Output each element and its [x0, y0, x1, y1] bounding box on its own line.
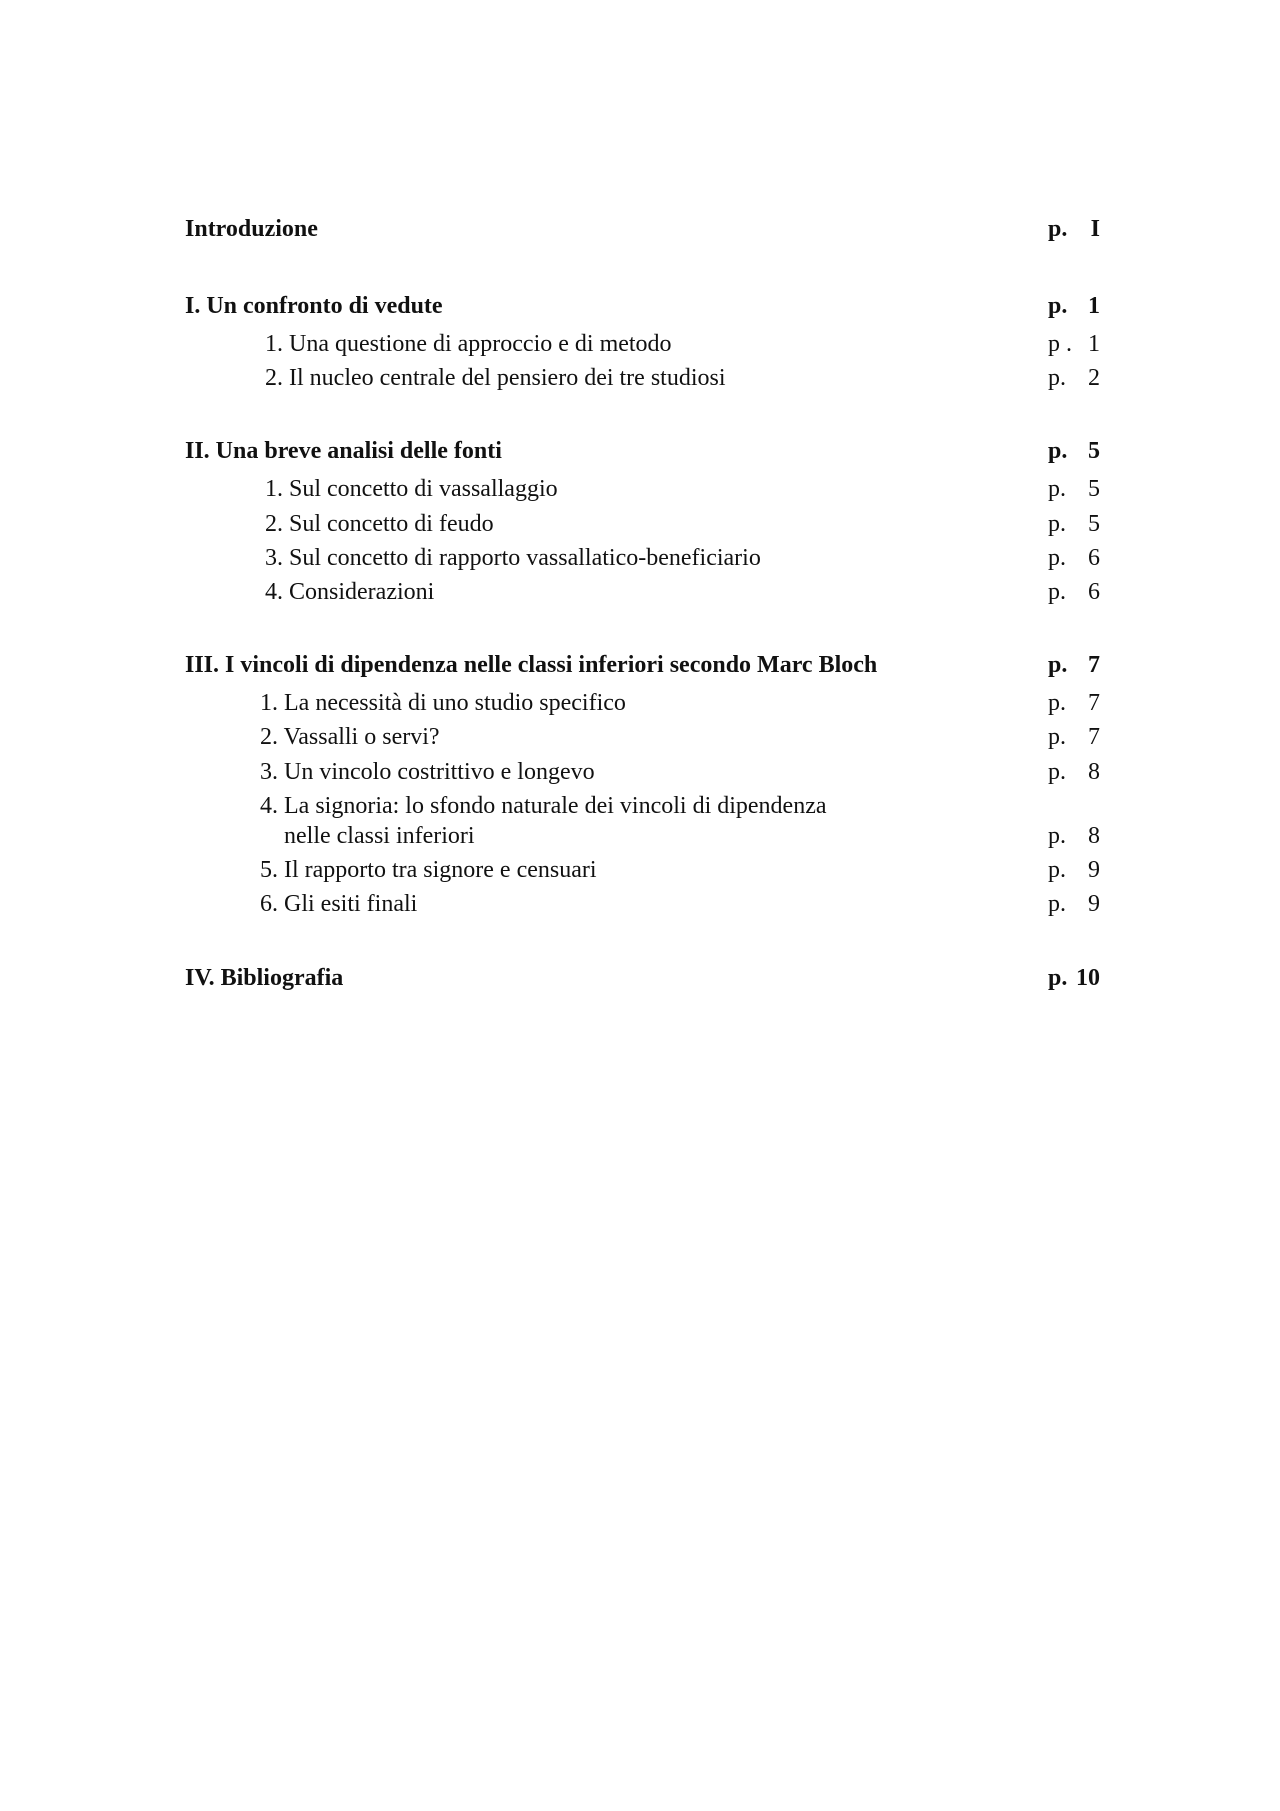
toc-section-2-1: [185, 472, 1100, 506]
page-label: p.: [1048, 545, 1066, 571]
toc-section-title-continuation: nelle classi inferiori: [284, 823, 475, 849]
toc-section-title: 1. Sul concetto di vassallaggio: [265, 476, 558, 502]
page-label: p.: [1048, 891, 1066, 917]
page-label: p.: [1048, 823, 1066, 849]
toc-section-title: 1. La necessità di uno studio specifico: [260, 690, 626, 716]
toc-section-3-3: [185, 755, 1100, 789]
toc-chapter-title: IV. Bibliografia: [185, 965, 344, 991]
toc-section-2-4: [185, 575, 1100, 609]
page-number: 1: [1088, 293, 1100, 319]
toc-section-title: 2. Il nucleo centrale del pensiero dei tre studiosi: [265, 365, 726, 391]
page-number: 2: [1088, 365, 1100, 391]
toc-section-3-5: [185, 853, 1100, 887]
toc-section-3-2: [185, 720, 1100, 754]
toc-section-title: 2. Vassalli o servi?: [260, 724, 440, 750]
page-label: p.: [1048, 724, 1066, 750]
page-label: p.: [1048, 965, 1068, 991]
page-number: 5: [1088, 438, 1100, 464]
toc-section-3-4-continuation: [185, 819, 1100, 853]
toc-entry-title: Introduzione: [185, 216, 318, 242]
page-number: 6: [1088, 545, 1100, 571]
toc-chapter-title: III. I vincoli di dipendenza nelle classi inferiori secondo Marc Bloch: [185, 652, 878, 678]
page-number: 7: [1088, 652, 1100, 678]
page-label: p.: [1048, 579, 1066, 605]
toc-section-2-2: [185, 507, 1100, 541]
toc-chapter-title: I. Un confronto di vedute: [185, 293, 443, 319]
page-number: 5: [1088, 511, 1100, 537]
toc-section-title: 3. Un vincolo costrittivo e longevo: [260, 759, 595, 785]
page-number: I: [1090, 216, 1100, 242]
page-number: 9: [1088, 857, 1100, 883]
toc-section-title: 1. Una questione di approccio e di metodo: [265, 331, 672, 357]
page-label: p.: [1048, 216, 1068, 242]
page-number: 1: [1088, 331, 1100, 357]
toc-chapter-2: [185, 434, 1100, 468]
page-label: p.: [1048, 857, 1066, 883]
page-label: p.: [1048, 293, 1068, 319]
page-label: p.: [1048, 511, 1066, 537]
toc-section-title: 2. Sul concetto di feudo: [265, 511, 494, 537]
toc-entry-introduction: [185, 212, 1100, 246]
page-label: p.: [1048, 476, 1066, 502]
page-label: p.: [1048, 438, 1068, 464]
page-number: 10: [1076, 965, 1100, 991]
toc-chapter-3: [185, 648, 1100, 682]
page-number: 8: [1088, 759, 1100, 785]
toc-section-title: 4. Considerazioni: [265, 579, 435, 605]
toc-section-2-3: [185, 541, 1100, 575]
toc-section-3-1: [185, 686, 1100, 720]
toc-section-title: 5. Il rapporto tra signore e censuari: [260, 857, 597, 883]
toc-chapter-1: [185, 289, 1100, 323]
page-number: 8: [1088, 823, 1100, 849]
toc-chapter-4: [185, 961, 1100, 995]
page-number: 5: [1088, 476, 1100, 502]
toc-section-title: 4. La signoria: lo sfondo naturale dei vincoli di dipendenza: [260, 793, 827, 819]
toc-section-title: 3. Sul concetto di rapporto vassallatico-beneficiario: [265, 545, 761, 571]
page-number: 7: [1088, 690, 1100, 716]
page-label: p .: [1048, 331, 1072, 357]
toc-section-title: 6. Gli esiti finali: [260, 891, 418, 917]
page-label: p.: [1048, 365, 1066, 391]
toc-chapter-title: II. Una breve analisi delle fonti: [185, 438, 502, 464]
page-label: p.: [1048, 652, 1068, 678]
toc-section-1-1: [185, 327, 1100, 361]
toc-section-3-6: [185, 887, 1100, 921]
page-label: p.: [1048, 690, 1066, 716]
page-number: 6: [1088, 579, 1100, 605]
page-number: 7: [1088, 724, 1100, 750]
page-label: p.: [1048, 759, 1066, 785]
toc-section-1-2: [185, 361, 1100, 395]
page-number: 9: [1088, 891, 1100, 917]
toc-section-3-4: [185, 789, 1100, 823]
